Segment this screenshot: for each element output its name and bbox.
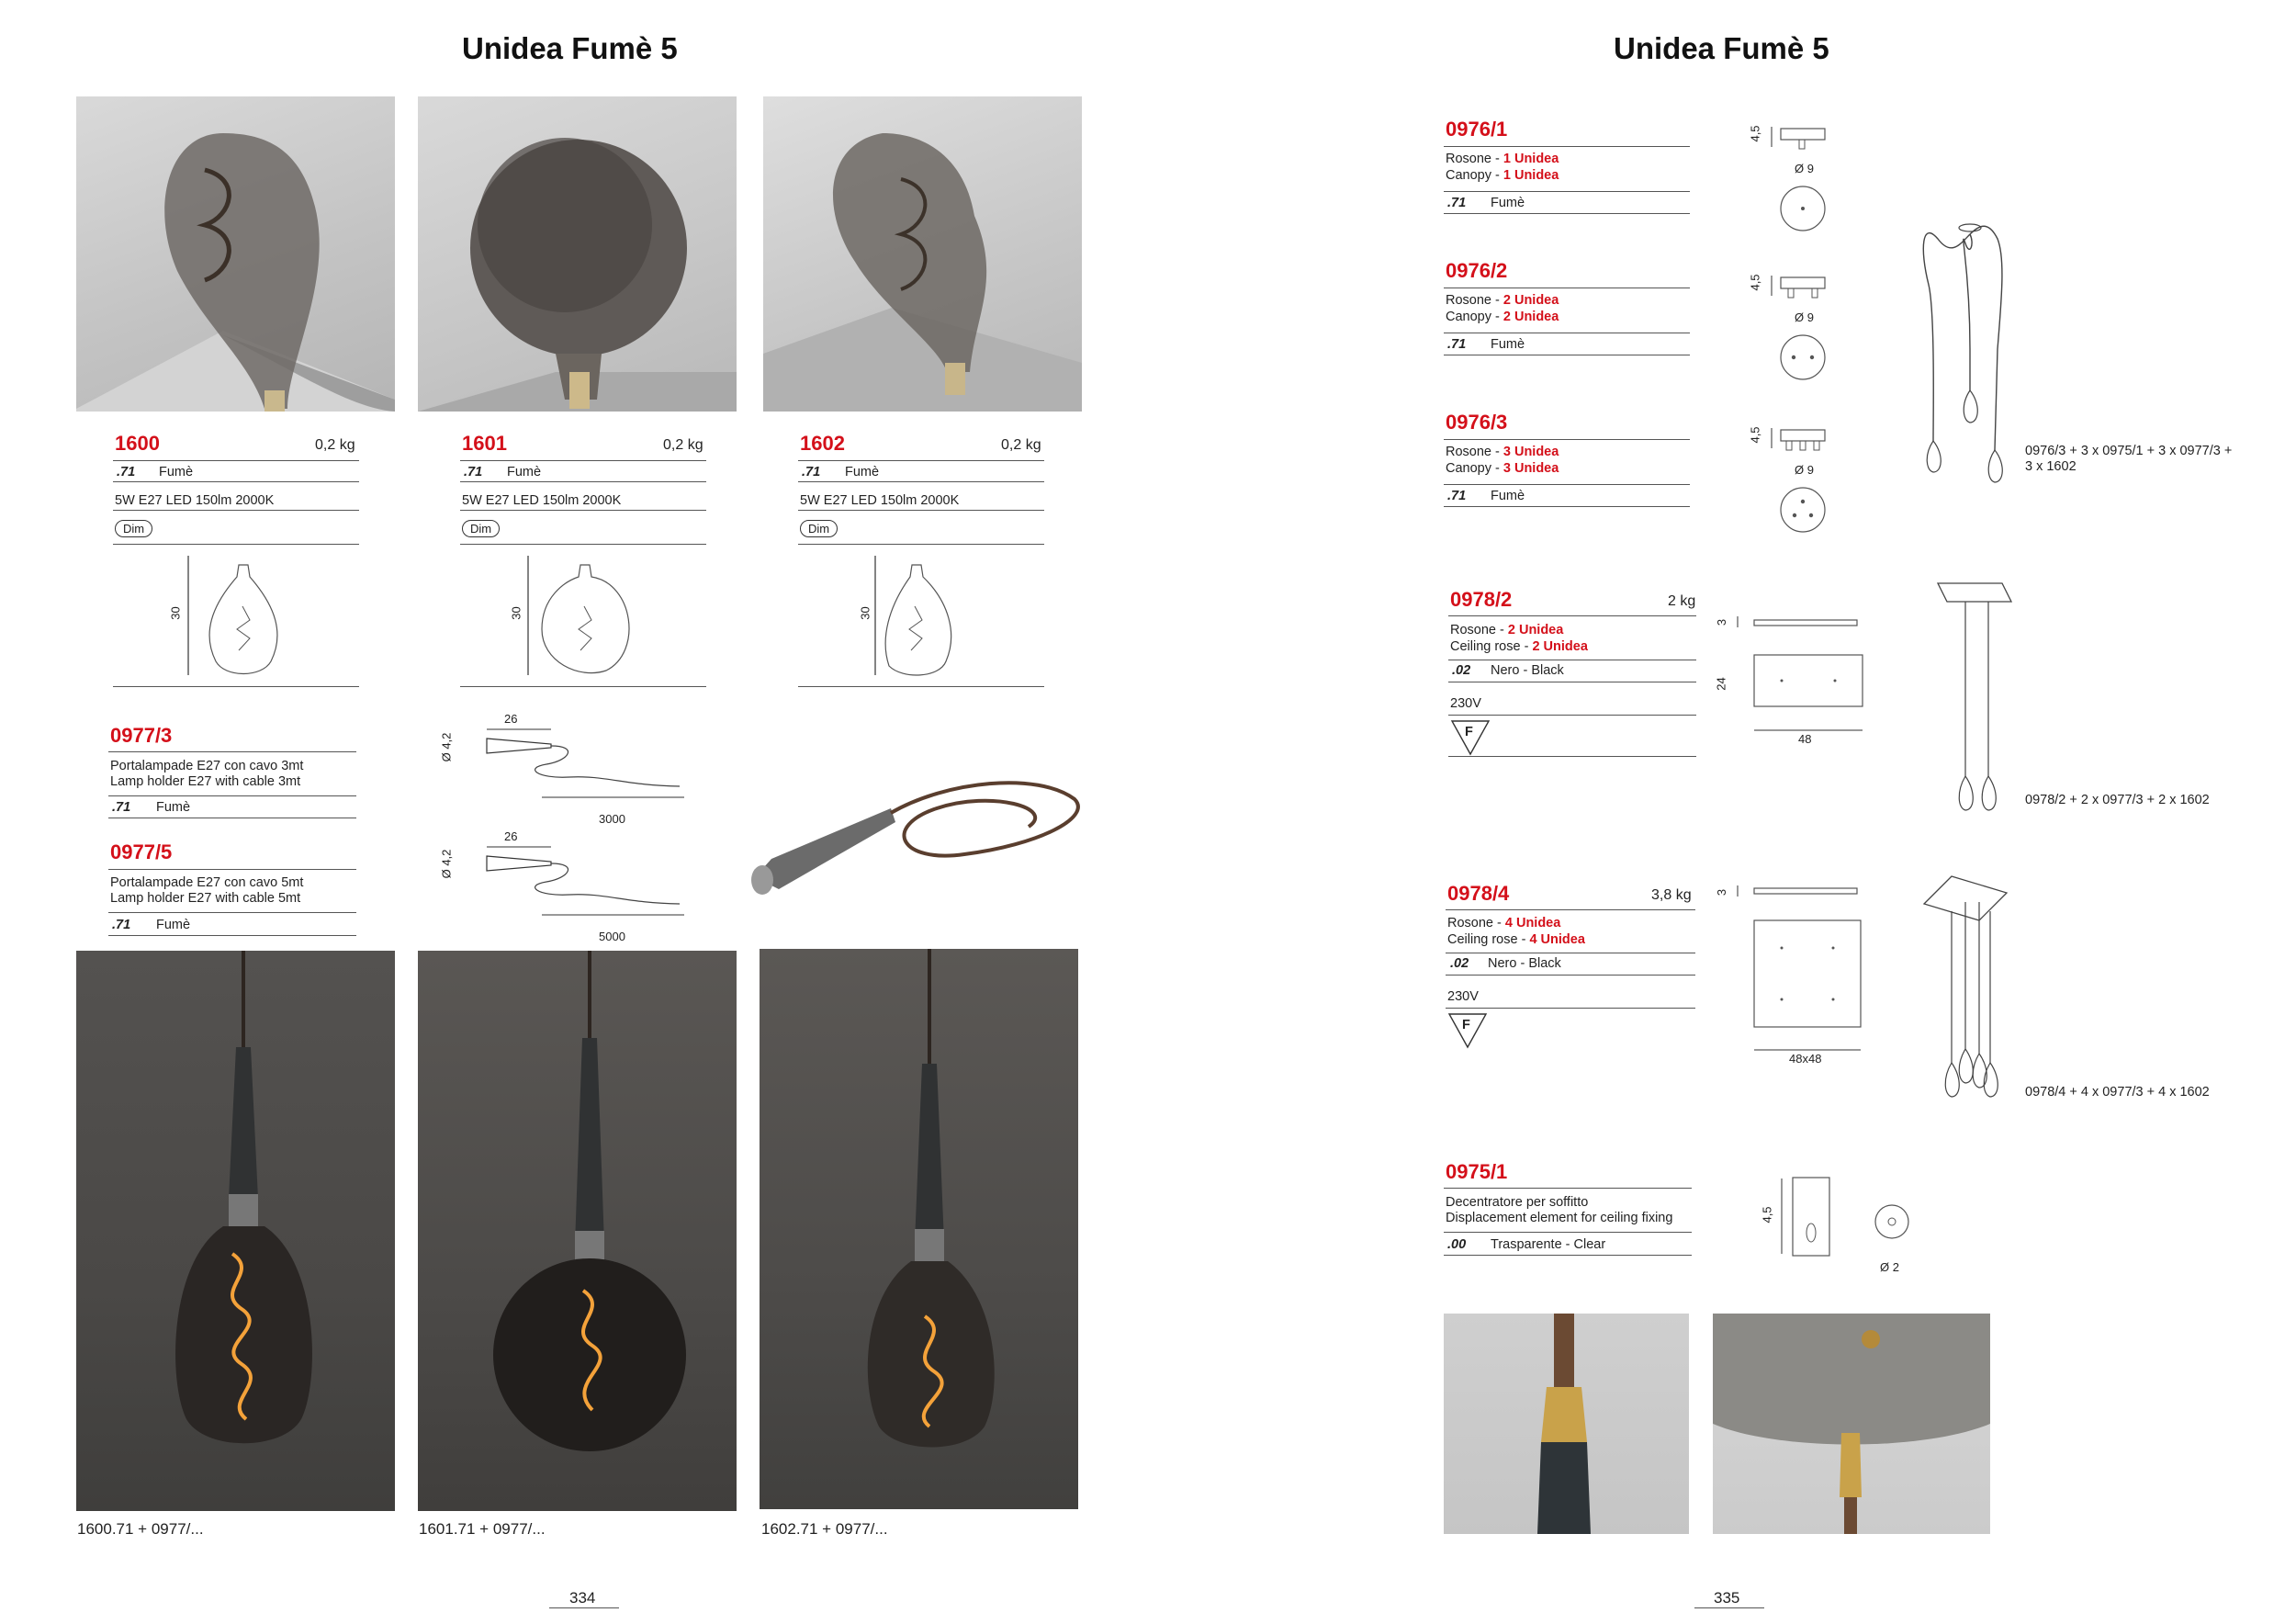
divider bbox=[460, 544, 706, 545]
holder-desc-en: Lamp holder E27 with cable 3mt bbox=[110, 774, 301, 789]
dimmable-badge: Dim bbox=[115, 520, 152, 537]
finish-name: Fumè bbox=[1491, 337, 1525, 352]
divider bbox=[1446, 1008, 1695, 1009]
bulb-drawing-1602 bbox=[871, 551, 1054, 680]
bulb-code-1600: 1600 bbox=[115, 432, 160, 455]
rose-desc-it bbox=[1447, 915, 1560, 931]
f-mark-label: F bbox=[1462, 1018, 1470, 1032]
right-page-title: Unidea Fumè 5 bbox=[1614, 31, 1829, 65]
finish-code: .71 bbox=[1447, 337, 1467, 352]
divider bbox=[108, 751, 356, 752]
divider bbox=[108, 912, 356, 913]
canopy-desc-it bbox=[1446, 292, 1559, 309]
divider bbox=[1444, 146, 1690, 147]
rose-depth-label: 24 bbox=[1714, 677, 1728, 691]
right-page-number: 335 bbox=[1714, 1589, 1740, 1607]
divider bbox=[798, 686, 1044, 687]
desc-prefix: Rosone - bbox=[1446, 445, 1503, 459]
canopy-code-0976-3: 0976/3 bbox=[1446, 411, 1508, 434]
canopy-drawing-3 bbox=[1768, 421, 1841, 531]
finish-code: .71 bbox=[112, 800, 131, 815]
desc-prefix: Rosone - bbox=[1450, 623, 1508, 637]
divider bbox=[460, 686, 706, 687]
displacer-code-0975-1: 0975/1 bbox=[1446, 1160, 1508, 1183]
bulb-photo-1601 bbox=[418, 96, 737, 412]
left-page-title: Unidea Fumè 5 bbox=[462, 31, 678, 65]
finish-name: Trasparente - Clear bbox=[1491, 1237, 1606, 1252]
divider bbox=[798, 544, 1044, 545]
pendant-photo-1600 bbox=[76, 951, 395, 1511]
bulb-code-1601: 1601 bbox=[462, 432, 507, 455]
holder-drawing-5000 bbox=[459, 843, 707, 926]
holder-desc-it: Portalampade E27 con cavo 3mt bbox=[110, 759, 304, 773]
holder-drawing-3000 bbox=[459, 726, 707, 808]
finish-code: .71 bbox=[117, 465, 136, 479]
bulb-weight-1600: 0,2 kg bbox=[315, 437, 355, 453]
rose-weight-0978-2: 2 kg bbox=[1668, 593, 1696, 609]
left-page-number: 334 bbox=[569, 1589, 596, 1607]
divider bbox=[113, 686, 359, 687]
finish-name: Fumè bbox=[845, 465, 880, 479]
rose-weight-0978-4: 3,8 kg bbox=[1651, 887, 1692, 903]
holder-photo bbox=[735, 735, 1093, 937]
rose-drawing-0978-4 bbox=[1736, 882, 1883, 1047]
canopy-height-label: 4,5 bbox=[1748, 125, 1762, 142]
pendant-caption-1600: 1600.71 + 0977/... bbox=[77, 1520, 204, 1538]
bulb-weight-1602: 0,2 kg bbox=[1001, 437, 1041, 453]
canopy-drawing-2 bbox=[1768, 268, 1841, 378]
canopy-desc-en bbox=[1446, 460, 1559, 477]
desc-count: 1 Unidea bbox=[1503, 168, 1559, 183]
finish-name: Fumè bbox=[507, 465, 542, 479]
bulb-spec: 5W E27 LED 150lm 2000K bbox=[115, 493, 275, 508]
combo-drawing-0978-4 bbox=[1924, 874, 2016, 1113]
divider bbox=[108, 795, 356, 796]
divider bbox=[1448, 756, 1696, 757]
rose-desc-it bbox=[1450, 622, 1563, 638]
divider bbox=[460, 510, 706, 511]
divider bbox=[1444, 1232, 1692, 1233]
finish-code: .02 bbox=[1450, 956, 1469, 971]
finish-name: Nero - Black bbox=[1491, 663, 1564, 678]
bulb-height-label: 30 bbox=[509, 606, 523, 620]
finish-name: Nero - Black bbox=[1488, 956, 1561, 971]
canopy-desc-en bbox=[1446, 167, 1559, 184]
holder-cable-length: 5000 bbox=[599, 930, 625, 943]
combo-label-2: 0978/2 + 2 x 0977/3 + 2 x 1602 bbox=[2025, 793, 2210, 807]
bulb-spec: 5W E27 LED 150lm 2000K bbox=[462, 493, 622, 508]
desc-count: 3 Unidea bbox=[1503, 445, 1559, 459]
displacer-drawing bbox=[1773, 1176, 1956, 1268]
page-number-rule bbox=[1694, 1607, 1764, 1608]
desc-prefix: Rosone - bbox=[1447, 916, 1505, 930]
combo-drawing-0978-2 bbox=[1929, 579, 2020, 827]
divider bbox=[460, 460, 706, 461]
canopy-diameter-label: Ø 9 bbox=[1795, 463, 1814, 477]
finish-code: .00 bbox=[1447, 1237, 1467, 1252]
canopy-drawing-1 bbox=[1768, 119, 1841, 230]
combo-drawing-0976-3 bbox=[1915, 211, 2025, 478]
bulb-code-1602: 1602 bbox=[800, 432, 845, 455]
canopy-desc-en bbox=[1446, 309, 1559, 325]
desc-prefix: Rosone - bbox=[1446, 152, 1503, 166]
combo-label-1-line1: 0976/3 + 3 x 0975/1 + 3 x 0977/3 + bbox=[2025, 444, 2233, 458]
dimmable-badge: Dim bbox=[800, 520, 838, 537]
combo-label-1-line2: 3 x 1602 bbox=[2025, 459, 2077, 474]
divider bbox=[1446, 975, 1695, 976]
bulb-photo-1600 bbox=[76, 96, 395, 412]
finish-code: .71 bbox=[1447, 196, 1467, 210]
rose-voltage: 230V bbox=[1447, 989, 1479, 1004]
bulb-weight-1601: 0,2 kg bbox=[663, 437, 703, 453]
rose-height-label: 3 bbox=[1715, 618, 1729, 626]
desc-prefix: Canopy - bbox=[1446, 168, 1503, 183]
holder-code-0977-5: 0977/5 bbox=[110, 840, 173, 863]
rose-desc-en bbox=[1447, 931, 1585, 948]
bulb-photo-1602 bbox=[763, 96, 1082, 412]
page-number-rule bbox=[549, 1607, 619, 1608]
holder-length-label: 26 bbox=[504, 829, 518, 843]
rose-code-0978-4: 0978/4 bbox=[1447, 882, 1510, 905]
holder-code-0977-3: 0977/3 bbox=[110, 724, 173, 747]
pendant-photo-1602 bbox=[760, 949, 1078, 1509]
f-mark-label: F bbox=[1465, 725, 1473, 739]
finish-name: Fumè bbox=[159, 465, 194, 479]
finish-name: Fumè bbox=[156, 800, 191, 815]
bulb-height-label: 30 bbox=[168, 606, 183, 620]
holder-length-label: 26 bbox=[504, 712, 518, 726]
bulb-spec: 5W E27 LED 150lm 2000K bbox=[800, 493, 960, 508]
desc-count: 2 Unidea bbox=[1507, 623, 1564, 637]
finish-name: Fumè bbox=[156, 918, 191, 932]
displacer-diameter-label: Ø 2 bbox=[1880, 1260, 1899, 1274]
divider bbox=[1444, 439, 1690, 440]
divider bbox=[1444, 1188, 1692, 1189]
rose-width-label: 48x48 bbox=[1789, 1052, 1822, 1066]
divider bbox=[1444, 213, 1690, 214]
canopy-code-0976-2: 0976/2 bbox=[1446, 259, 1508, 282]
holder-desc-it: Portalampade E27 con cavo 5mt bbox=[110, 875, 304, 890]
finish-name: Fumè bbox=[1491, 196, 1525, 210]
rose-code-0978-2: 0978/2 bbox=[1450, 588, 1513, 611]
detail-photo-holder bbox=[1444, 1314, 1689, 1534]
pendant-photo-1601 bbox=[418, 951, 737, 1511]
displacer-desc-en: Displacement element for ceiling fixing bbox=[1446, 1211, 1673, 1225]
desc-prefix: Canopy - bbox=[1446, 461, 1503, 476]
holder-diameter-label: Ø 4,2 bbox=[439, 732, 454, 762]
canopy-desc-it bbox=[1446, 444, 1559, 460]
finish-code: .71 bbox=[112, 918, 131, 932]
divider bbox=[113, 544, 359, 545]
divider bbox=[798, 460, 1044, 461]
rose-drawing-0978-2 bbox=[1736, 611, 1883, 739]
desc-count: 1 Unidea bbox=[1503, 152, 1559, 166]
finish-code: .71 bbox=[802, 465, 821, 479]
divider bbox=[108, 935, 356, 936]
finish-code: .71 bbox=[1447, 489, 1467, 503]
divider bbox=[1446, 909, 1695, 910]
desc-prefix: Ceiling rose - bbox=[1447, 932, 1530, 947]
pendant-caption-1601: 1601.71 + 0977/... bbox=[419, 1520, 546, 1538]
canopy-diameter-label: Ø 9 bbox=[1795, 162, 1814, 175]
desc-prefix: Ceiling rose - bbox=[1450, 639, 1533, 654]
divider bbox=[798, 481, 1044, 482]
divider bbox=[798, 510, 1044, 511]
desc-prefix: Canopy - bbox=[1446, 310, 1503, 324]
holder-diameter-label: Ø 4,2 bbox=[439, 849, 454, 879]
divider bbox=[1444, 191, 1690, 192]
divider bbox=[1448, 715, 1696, 716]
displacer-height-label: 4,5 bbox=[1760, 1206, 1774, 1224]
rose-height-label: 3 bbox=[1715, 888, 1729, 897]
divider bbox=[1444, 484, 1690, 485]
canopy-code-0976-1: 0976/1 bbox=[1446, 118, 1508, 141]
desc-prefix: Rosone - bbox=[1446, 293, 1503, 308]
canopy-height-label: 4,5 bbox=[1748, 274, 1762, 291]
divider bbox=[113, 460, 359, 461]
canopy-height-label: 4,5 bbox=[1748, 426, 1762, 444]
displacer-desc-it: Decentratore per soffitto bbox=[1446, 1195, 1589, 1210]
canopy-diameter-label: Ø 9 bbox=[1795, 310, 1814, 324]
combo-label-3: 0978/4 + 4 x 0977/3 + 4 x 1602 bbox=[2025, 1085, 2210, 1100]
finish-name: Fumè bbox=[1491, 489, 1525, 503]
rose-desc-en bbox=[1450, 638, 1588, 655]
rose-width-label: 48 bbox=[1798, 732, 1812, 746]
holder-cable-length: 3000 bbox=[599, 812, 625, 826]
divider bbox=[113, 481, 359, 482]
divider bbox=[1444, 506, 1690, 507]
holder-desc-en: Lamp holder E27 with cable 5mt bbox=[110, 891, 301, 906]
bulb-drawing-1601 bbox=[523, 551, 707, 680]
divider bbox=[1448, 615, 1696, 616]
desc-count: 3 Unidea bbox=[1503, 461, 1559, 476]
divider bbox=[108, 869, 356, 870]
bulb-drawing-1600 bbox=[184, 551, 367, 680]
divider bbox=[113, 510, 359, 511]
dimmable-badge: Dim bbox=[462, 520, 500, 537]
desc-count: 2 Unidea bbox=[1532, 639, 1588, 654]
divider bbox=[460, 481, 706, 482]
rose-voltage: 230V bbox=[1450, 696, 1481, 711]
desc-count: 2 Unidea bbox=[1503, 310, 1559, 324]
divider bbox=[1444, 1255, 1692, 1256]
desc-count: 4 Unidea bbox=[1504, 916, 1561, 930]
desc-count: 2 Unidea bbox=[1503, 293, 1559, 308]
canopy-desc-it bbox=[1446, 151, 1559, 167]
finish-code: .71 bbox=[464, 465, 483, 479]
bulb-height-label: 30 bbox=[858, 606, 872, 620]
pendant-caption-1602: 1602.71 + 0977/... bbox=[761, 1520, 888, 1538]
detail-photo-canopy bbox=[1713, 1314, 1990, 1534]
desc-count: 4 Unidea bbox=[1529, 932, 1585, 947]
finish-code: .02 bbox=[1452, 663, 1471, 678]
